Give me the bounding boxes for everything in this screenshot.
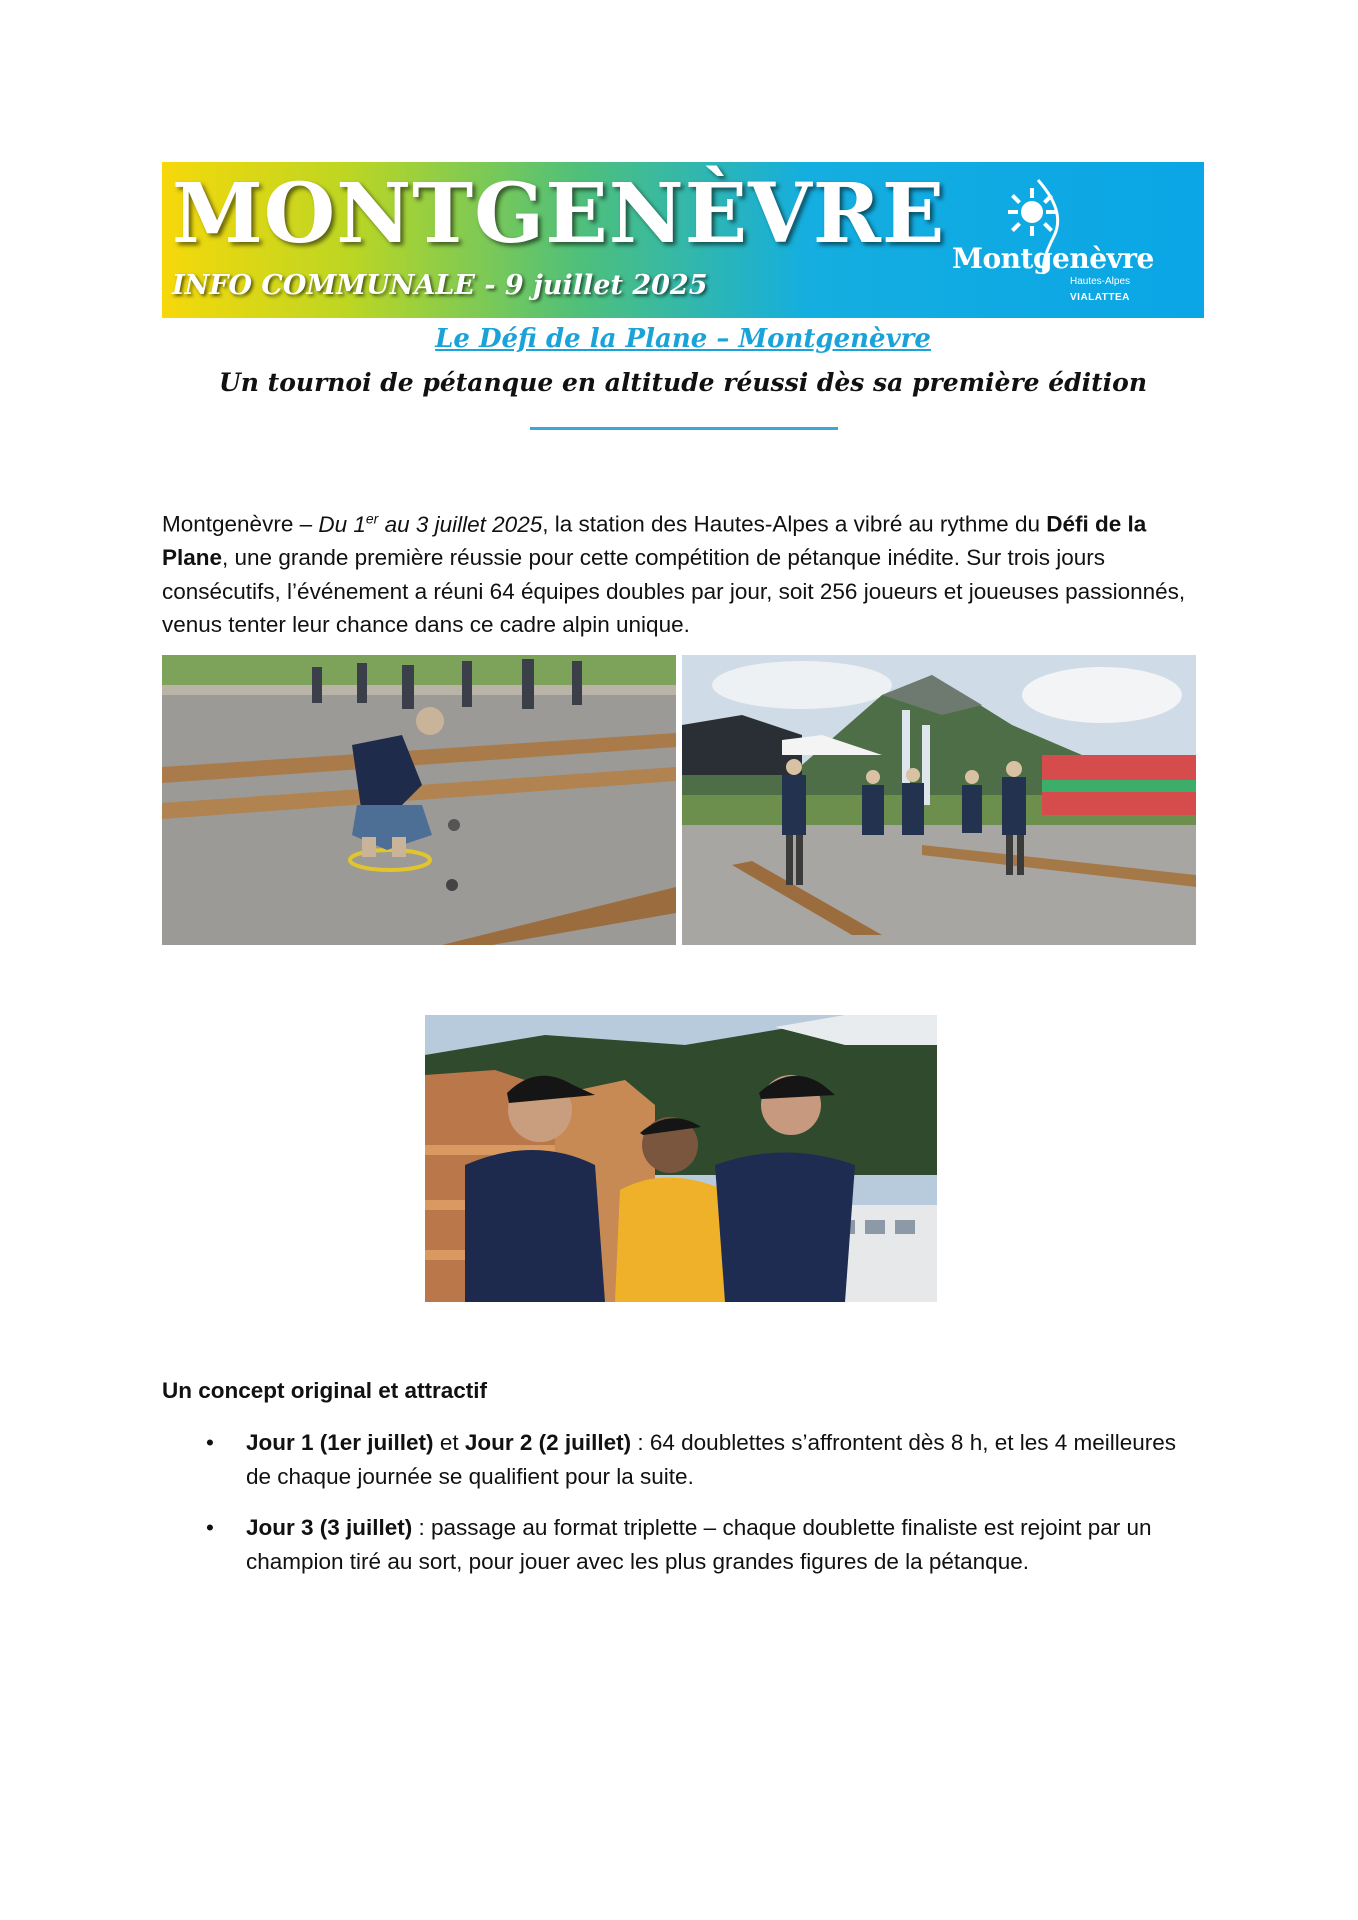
- title-divider: [530, 427, 838, 430]
- banner-subtitle: INFO COMMUNALE - 9 juillet 2025: [172, 270, 708, 301]
- list-item-bold-2: Jour 2 (2 juillet): [464, 1430, 632, 1455]
- list-item-bold-1: Jour 1 (1er juillet): [246, 1430, 434, 1455]
- article-subtitle: Un tournoi de pétanque en altitude réussi dès sa première édition: [218, 368, 1148, 397]
- photo-player-crouching: [162, 655, 676, 945]
- list-item-bold-1: Jour 3 (3 juillet): [246, 1515, 413, 1540]
- intro-text-2: , une grande première réussie pour cette compétition de pétanque inédite. Sur trois jours consécutifs, l’événement a réuni 64 équipes doubles par jour, soit 256 joueurs et joueuses passionnés, venus tenter leur chance dans ce cadre alpin unique.: [162, 545, 1186, 637]
- intro-paragraph: [162, 502, 1204, 642]
- list-item: [162, 1511, 1204, 1578]
- photo-three-players: [425, 1015, 937, 1302]
- list-item: [162, 1426, 1204, 1493]
- logo-partner: VIALATTEA: [1070, 292, 1130, 303]
- intro-date-prefix: Du 1: [318, 511, 366, 537]
- bullet-dot-icon: •: [206, 1515, 214, 1540]
- intro-date-suffix: au 3 juillet 2025: [378, 511, 543, 537]
- intro-event-name: Défi de la Plane: [162, 511, 1147, 570]
- intro-place: Montgenèvre –: [162, 511, 319, 537]
- list-item-text-1: et: [433, 1430, 465, 1455]
- article-title: Le Défi de la Plane – Montgenèvre: [435, 324, 931, 354]
- intro-date-sup: er: [365, 510, 379, 526]
- concept-list: [162, 1426, 1204, 1596]
- header-banner: [162, 162, 1204, 318]
- bullet-dot-icon: •: [206, 1430, 214, 1455]
- section-title: Un concept original et attractif: [162, 1378, 488, 1403]
- photo-event-mountain: [682, 655, 1196, 945]
- logo-wordmark: Montgenèvre: [952, 242, 1154, 275]
- list-item-text-1: : passage au format triplette – chaque doublette finaliste est rejoint par un champion tiré au sort, pour jouer avec les plus grandes figures de la pétanque.: [246, 1515, 1152, 1574]
- list-item-text-2: : 64 doublettes s’affrontent dès 8 h, et les 4 meilleures de chaque journée se qualifient pour la suite.: [246, 1430, 1177, 1489]
- montgenevre-logo: [952, 180, 1192, 310]
- intro-text-1: , la station des Hautes-Alpes a vibré au rythme du: [542, 511, 1047, 537]
- banner-title: MONTGENÈVRE: [172, 166, 946, 262]
- logo-region: Hautes-Alpes: [1070, 276, 1131, 287]
